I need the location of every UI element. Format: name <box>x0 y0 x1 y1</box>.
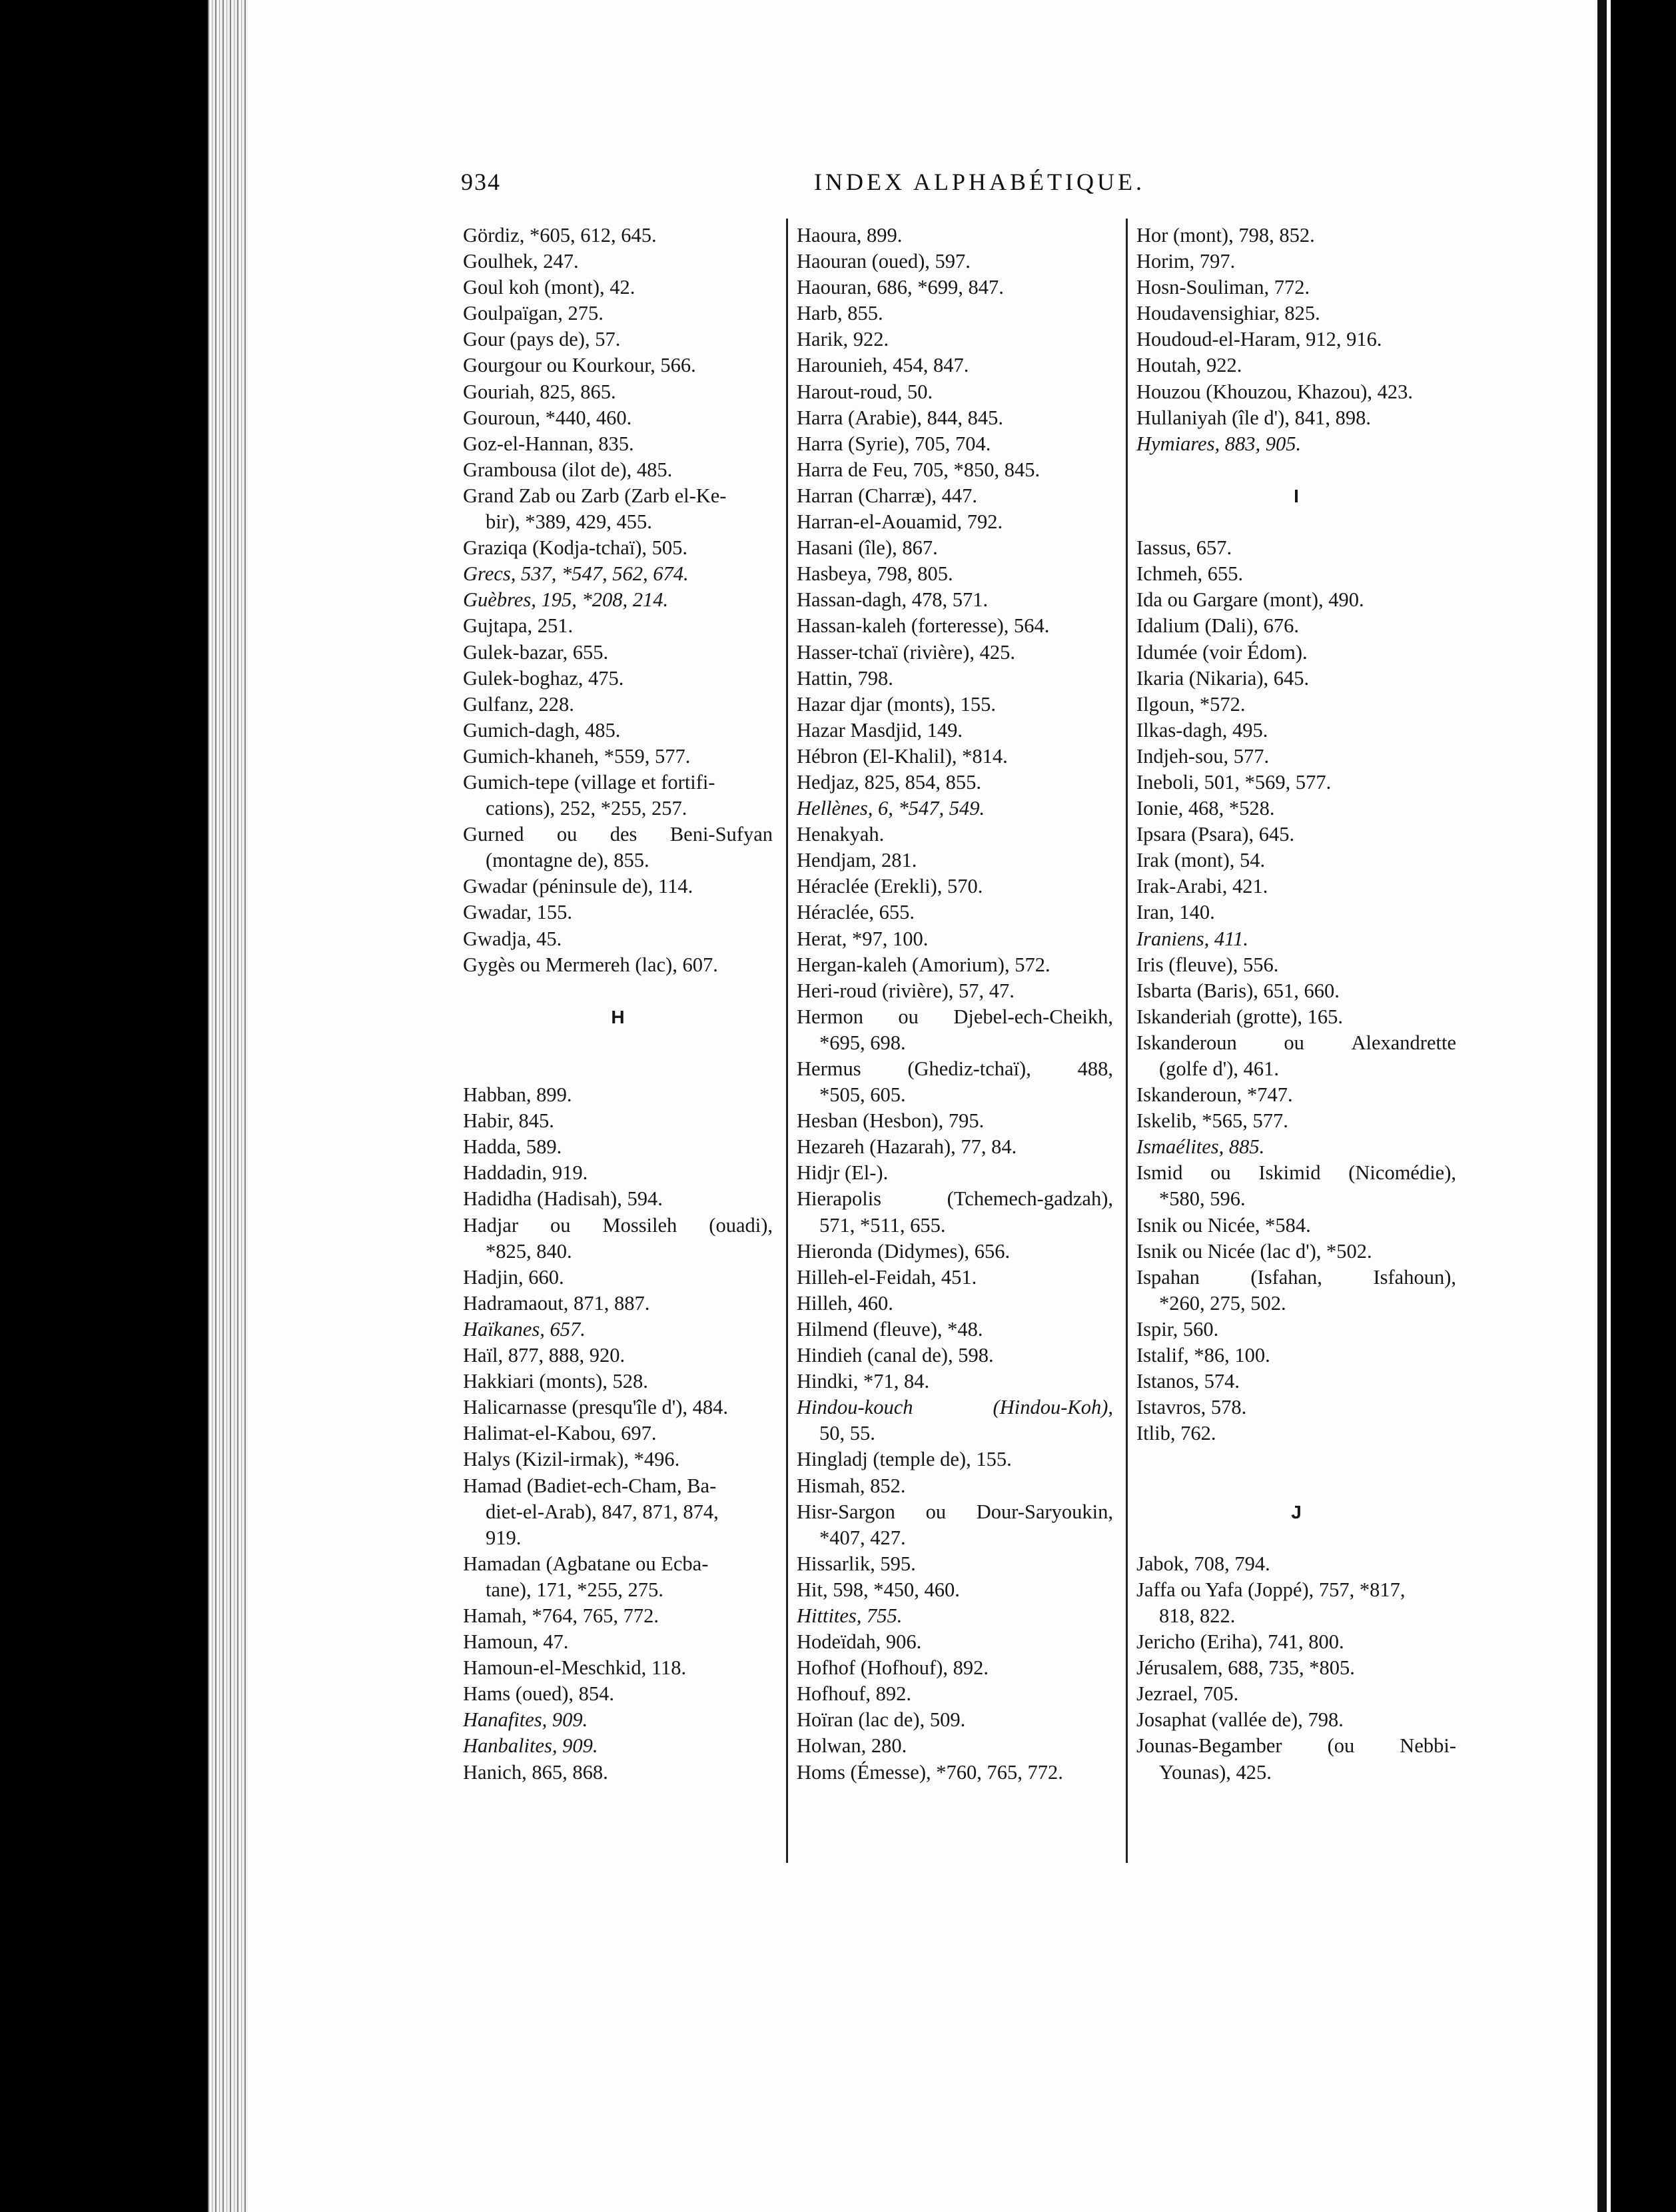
index-entry: Jérusalem, 688, 735, *805. <box>1136 1656 1355 1680</box>
index-entry: Holwan, 280. <box>797 1734 907 1758</box>
index-entry: Gwadar (péninsule de), 114. <box>463 875 693 898</box>
index-entry: Houdavensighiar, 825. <box>1136 302 1320 325</box>
index-entry: Houzou (Khouzou, Khazou), 423. <box>1136 380 1414 403</box>
index-entry: Harran (Charræ), 447. <box>797 484 978 507</box>
spacer <box>1136 1525 1456 1551</box>
index-entry: *580, 596. <box>1159 1187 1246 1211</box>
index-entry: Harran-el-Aouamid, 792. <box>797 510 1003 534</box>
spacer <box>463 1030 773 1056</box>
index-entry: Iran, 140. <box>1136 901 1215 924</box>
index-entry: Hasani (île), 867. <box>797 536 938 560</box>
index-column-1 <box>463 223 773 1786</box>
index-entry: Halicarnasse (presqu'île d'), 484. <box>463 1396 729 1419</box>
index-entry: Hor (mont), 798, 852. <box>1136 224 1315 247</box>
index-entry: Hellènes, 6, *547, 549. <box>797 797 985 820</box>
index-entry: Hadramaout, 871, 887. <box>463 1291 650 1315</box>
index-entry: Hanafites, 909. <box>463 1708 588 1732</box>
index-entry: Harounieh, 454, 847. <box>797 354 969 377</box>
index-entry: Hermus (Ghediz-tchaï), 488, <box>797 1057 1113 1080</box>
index-entry: Henakyah. <box>797 823 885 846</box>
spacer <box>1136 1446 1456 1472</box>
index-entry: Hadjin, 660. <box>463 1265 564 1289</box>
index-entry: Guèbres, 195, *208, 214. <box>463 588 669 612</box>
index-entry: Hisr-Sargon ou Dour-Saryoukin, <box>797 1500 1113 1523</box>
index-entry: 818, 822. <box>1159 1604 1236 1627</box>
index-entry: Hanbalites, 909. <box>463 1734 598 1758</box>
index-entry: Indjeh-sou, 577. <box>1136 744 1270 768</box>
section-letter: I <box>1294 485 1299 506</box>
index-entry: Habban, 899. <box>463 1083 572 1107</box>
index-entry: Hilleh-el-Feidah, 451. <box>797 1265 977 1289</box>
index-entry: Jezrael, 705. <box>1136 1682 1239 1706</box>
index-entry: Ispahan (Isfahan, Isfahoun), <box>1136 1265 1456 1289</box>
index-entry: Hit, 598, *450, 460. <box>797 1578 960 1601</box>
index-entry: Harra (Arabie), 844, 845. <box>797 406 1003 429</box>
index-entry: diet-el-Arab), 847, 871, 874, <box>486 1500 719 1523</box>
index-entry: cations), 252, *255, 257. <box>486 797 687 820</box>
spacer <box>463 1056 773 1082</box>
index-entry: Ismid ou Iskimid (Nicomédie), <box>1136 1161 1456 1185</box>
index-entry: Harb, 855. <box>797 302 883 325</box>
index-entry: Hullaniyah (île d'), 841, 898. <box>1136 406 1371 429</box>
index-entry: Hindou-kouch (Hindou-Koh), <box>797 1396 1113 1419</box>
index-entry: Hoïran (lac de), 509. <box>797 1708 966 1732</box>
index-entry: Hidjr (El-). <box>797 1161 889 1185</box>
index-entry: Hilleh, 460. <box>797 1291 893 1315</box>
index-entry: Ismaélites, 885. <box>1136 1135 1265 1159</box>
index-entry: Habir, 845. <box>463 1109 554 1133</box>
index-entry: Haoura, 899. <box>797 224 903 247</box>
index-entry: Ipsara (Psara), 645. <box>1136 823 1295 846</box>
index-entry: Gulek-bazar, 655. <box>463 640 609 664</box>
index-entry: Houtah, 922. <box>1136 354 1242 377</box>
index-entry: Hezareh (Hazarah), 77, 84. <box>797 1135 1017 1159</box>
index-entry: Hofhof (Hofhouf), 892. <box>797 1656 989 1680</box>
page-title: INDEX ALPHABÉTIQUE. <box>814 169 1145 195</box>
index-entry: Haouran (oued), 597. <box>797 250 971 273</box>
index-entry: Gumich-dagh, 485. <box>463 718 621 742</box>
index-entry: Homs (Émesse), *760, 765, 772. <box>797 1760 1063 1784</box>
index-entry: Iskanderiah (grotte), 165. <box>1136 1005 1343 1028</box>
index-entry: Istanos, 574. <box>1136 1370 1240 1393</box>
index-entry: Gwadja, 45. <box>463 927 562 950</box>
index-entry: Gulfanz, 228. <box>463 692 574 716</box>
index-entry: Hismah, 852. <box>797 1474 906 1497</box>
index-entry: Hittites, 755. <box>797 1604 903 1627</box>
index-entry: Irak (mont), 54. <box>1136 849 1266 872</box>
column-rule-2 <box>1126 219 1128 1863</box>
index-entry: Hadidha (Hadisah), 594. <box>463 1187 663 1211</box>
index-entry: Iskanderoun ou Alexandrette <box>1136 1031 1456 1054</box>
index-entry: Haddadin, 919. <box>463 1161 588 1185</box>
index-entry: Gourgour ou Kourkour, 566. <box>463 354 696 377</box>
index-entry: Hingladj (temple de), 155. <box>797 1448 1012 1471</box>
index-entry: Harik, 922. <box>797 328 889 351</box>
section-letter: H <box>611 1006 625 1027</box>
spacer <box>1136 1473 1456 1499</box>
index-entry: Hassan-dagh, 478, 571. <box>797 588 989 612</box>
index-entry: Hanich, 865, 868. <box>463 1760 608 1784</box>
index-entry: Hilmend (fleuve), *48. <box>797 1317 983 1341</box>
index-entry: 571, *511, 655. <box>819 1213 946 1237</box>
index-entry: Hierapolis (Tchemech-gadzah), <box>797 1187 1113 1211</box>
index-entry: Hamadan (Agbatane ou Ecba- <box>463 1552 709 1575</box>
index-entry: *695, 698. <box>819 1031 906 1054</box>
index-entry: Harra de Feu, 705, *850, 845. <box>797 458 1041 481</box>
index-entry: Hymiares, 883, 905. <box>1136 432 1302 455</box>
page-number: 934 <box>461 169 501 195</box>
index-entry: Iskelib, *565, 577. <box>1136 1109 1288 1133</box>
index-entry: Haïl, 877, 888, 920. <box>463 1344 626 1367</box>
index-entry: Iraniens, 411. <box>1136 927 1249 950</box>
index-entry: Istavros, 578. <box>1136 1396 1247 1419</box>
index-entry: *825, 840. <box>486 1239 572 1263</box>
index-entry: Horim, 797. <box>1136 250 1236 273</box>
index-entry: Hissarlik, 595. <box>797 1552 916 1575</box>
index-entry: Hesban (Hesbon), 795. <box>797 1109 985 1133</box>
index-entry: Ionie, 468, *528. <box>1136 797 1275 820</box>
index-entry: Josaphat (vallée de), 798. <box>1136 1708 1344 1732</box>
index-entry: Gujtapa, 251. <box>463 614 574 638</box>
index-entry: Hamad (Badiet-ech-Cham, Ba- <box>463 1474 717 1497</box>
index-entry: Gumich-tepe (village et fortifi- <box>463 770 715 794</box>
index-entry: Hébron (El-Khalil), *814. <box>797 744 1008 768</box>
index-entry: *407, 427. <box>819 1526 906 1549</box>
page-edge-shadow <box>208 0 248 2212</box>
index-entry: Hindieh (canal de), 598. <box>797 1344 994 1367</box>
index-entry: Halimat-el-Kabou, 697. <box>463 1422 657 1445</box>
index-entry: Ichmeh, 655. <box>1136 562 1244 586</box>
index-entry: Ikaria (Nikaria), 645. <box>1136 666 1310 690</box>
index-entry: Gour (pays de), 57. <box>463 328 621 351</box>
index-entry: Irak-Arabi, 421. <box>1136 875 1268 898</box>
index-entry: Jaffa ou Yafa (Joppé), 757, *817, <box>1136 1578 1406 1601</box>
index-entry: tane), 171, *255, 275. <box>486 1578 663 1601</box>
index-entry: Herat, *97, 100. <box>797 927 929 950</box>
index-entry: Halys (Kizil-irmak), *496. <box>463 1448 680 1471</box>
index-entry: Hodeïdah, 906. <box>797 1630 922 1654</box>
index-entry: Hadda, 589. <box>463 1135 562 1159</box>
index-entry: Jabok, 708, 794. <box>1136 1552 1270 1575</box>
index-entry: Grambousa (ilot de), 485. <box>463 458 673 481</box>
index-entry: Harout-roud, 50. <box>797 380 933 403</box>
index-entry: Younas), 425. <box>1159 1760 1272 1784</box>
index-entry: Hamah, *764, 765, 772. <box>463 1604 659 1627</box>
index-entry: *505, 605. <box>819 1083 906 1107</box>
index-entry: (montagne de), 855. <box>486 849 649 872</box>
index-entry: Gouroun, *440, 460. <box>463 406 632 429</box>
index-entry: Gördiz, *605, 612, 645. <box>463 224 657 247</box>
right-margin-dark <box>1611 0 1676 2212</box>
index-entry: (golfe d'), 461. <box>1159 1057 1279 1080</box>
index-entry: 919. <box>486 1526 522 1549</box>
index-entry: Hamoun-el-Meschkid, 118. <box>463 1656 687 1680</box>
index-entry: bir), *389, 429, 455. <box>486 510 652 534</box>
index-entry: Hakkiari (monts), 528. <box>463 1370 648 1393</box>
spacer <box>1136 509 1456 535</box>
index-entry: Hermon ou Djebel-ech-Cheikh, <box>797 1005 1113 1028</box>
index-entry: Houdoud-el-Haram, 912, 916. <box>1136 328 1382 351</box>
index-entry: Gouriah, 825, 865. <box>463 380 616 403</box>
facing-page-edge <box>1597 0 1607 2212</box>
index-entry: Isbarta (Baris), 651, 660. <box>1136 979 1340 1002</box>
index-entry: Hosn-Souliman, 772. <box>1136 276 1310 299</box>
running-header <box>0 168 1676 195</box>
index-entry: Gulek-boghaz, 475. <box>463 666 624 690</box>
index-entry: Haïkanes, 657. <box>463 1317 586 1341</box>
index-entry: Hergan-kaleh (Amorium), 572. <box>797 953 1050 976</box>
index-entry: Hassan-kaleh (forteresse), 564. <box>797 614 1050 638</box>
index-entry: Hedjaz, 825, 854, 855. <box>797 770 981 794</box>
index-entry: Idumée (voir Édom). <box>1136 640 1308 664</box>
index-entry: Istalif, *86, 100. <box>1136 1344 1270 1367</box>
index-entry: Gurned ou des Beni-Sufyan <box>463 823 773 846</box>
spacer <box>1136 457 1456 483</box>
index-entry: Hams (oued), 854. <box>463 1682 615 1706</box>
section-letter: J <box>1291 1501 1302 1522</box>
index-entry: Goz-el-Hannan, 835. <box>463 432 634 455</box>
index-entry: Hattin, 798. <box>797 666 893 690</box>
column-rule-1 <box>786 219 788 1863</box>
index-entry: Jounas-Begamber (ou Nebbi- <box>1136 1734 1456 1758</box>
index-entry: 50, 55. <box>819 1422 875 1445</box>
index-entry: Grecs, 537, *547, 562, 674. <box>463 562 689 586</box>
index-entry: Isnik ou Nicée, *584. <box>1136 1213 1311 1237</box>
index-entry: Itlib, 762. <box>1136 1422 1216 1445</box>
index-entry: Gygès ou Mermereh (lac), 607. <box>463 953 718 976</box>
index-column-2 <box>797 223 1113 1786</box>
index-entry: Hamoun, 47. <box>463 1630 569 1654</box>
index-entry: Hazar Masdjid, 149. <box>797 718 963 742</box>
index-entry: Hazar djar (monts), 155. <box>797 692 996 716</box>
index-entry: Iassus, 657. <box>1136 536 1232 560</box>
index-entry: Heri-roud (rivière), 57, 47. <box>797 979 1015 1002</box>
spacer <box>463 978 773 1004</box>
index-entry: Iris (fleuve), 556. <box>1136 953 1279 976</box>
index-entry: Héraclée (Erekli), 570. <box>797 875 983 898</box>
index-entry: Gwadar, 155. <box>463 901 572 924</box>
index-entry: Ilgoun, *572. <box>1136 692 1246 716</box>
index-entry: Goulhek, 247. <box>463 250 579 273</box>
index-entry: Graziqa (Kodja-tchaï), 505. <box>463 536 688 560</box>
index-entry: Hieronda (Didymes), 656. <box>797 1239 1011 1263</box>
index-entry: Hasbeya, 798, 805. <box>797 562 953 586</box>
index-entry: Iskanderoun, *747. <box>1136 1083 1293 1107</box>
index-entry: Hadjar ou Mossileh (ouadi), <box>463 1213 773 1237</box>
index-entry: Héraclée, 655. <box>797 901 915 924</box>
index-entry: Haouran, 686, *699, 847. <box>797 276 1004 299</box>
index-entry: Ida ou Gargare (mont), 490. <box>1136 588 1364 612</box>
index-entry: Idalium (Dali), 676. <box>1136 614 1299 638</box>
index-entry: Hindki, *71, 84. <box>797 1370 930 1393</box>
index-entry: Goul koh (mont), 42. <box>463 276 635 299</box>
index-entry: Ispir, 560. <box>1136 1317 1219 1341</box>
index-entry: Isnik ou Nicée (lac d'), *502. <box>1136 1239 1372 1263</box>
index-entry: Ilkas-dagh, 495. <box>1136 718 1268 742</box>
index-entry: Hofhouf, 892. <box>797 1682 911 1706</box>
index-entry: Gumich-khaneh, *559, 577. <box>463 744 691 768</box>
index-entry: Ineboli, 501, *569, 577. <box>1136 770 1332 794</box>
index-entry: Hendjam, 281. <box>797 849 917 872</box>
index-column-3 <box>1136 223 1456 1786</box>
index-entry: Goulpaïgan, 275. <box>463 302 604 325</box>
index-entry: Harra (Syrie), 705, 704. <box>797 432 991 455</box>
index-entry: Grand Zab ou Zarb (Zarb el-Ke- <box>463 484 727 507</box>
index-entry: Jericho (Eriha), 741, 800. <box>1136 1630 1344 1654</box>
index-entry: Hasser-tchaï (rivière), 425. <box>797 640 1015 664</box>
index-entry: *260, 275, 502. <box>1159 1291 1286 1315</box>
